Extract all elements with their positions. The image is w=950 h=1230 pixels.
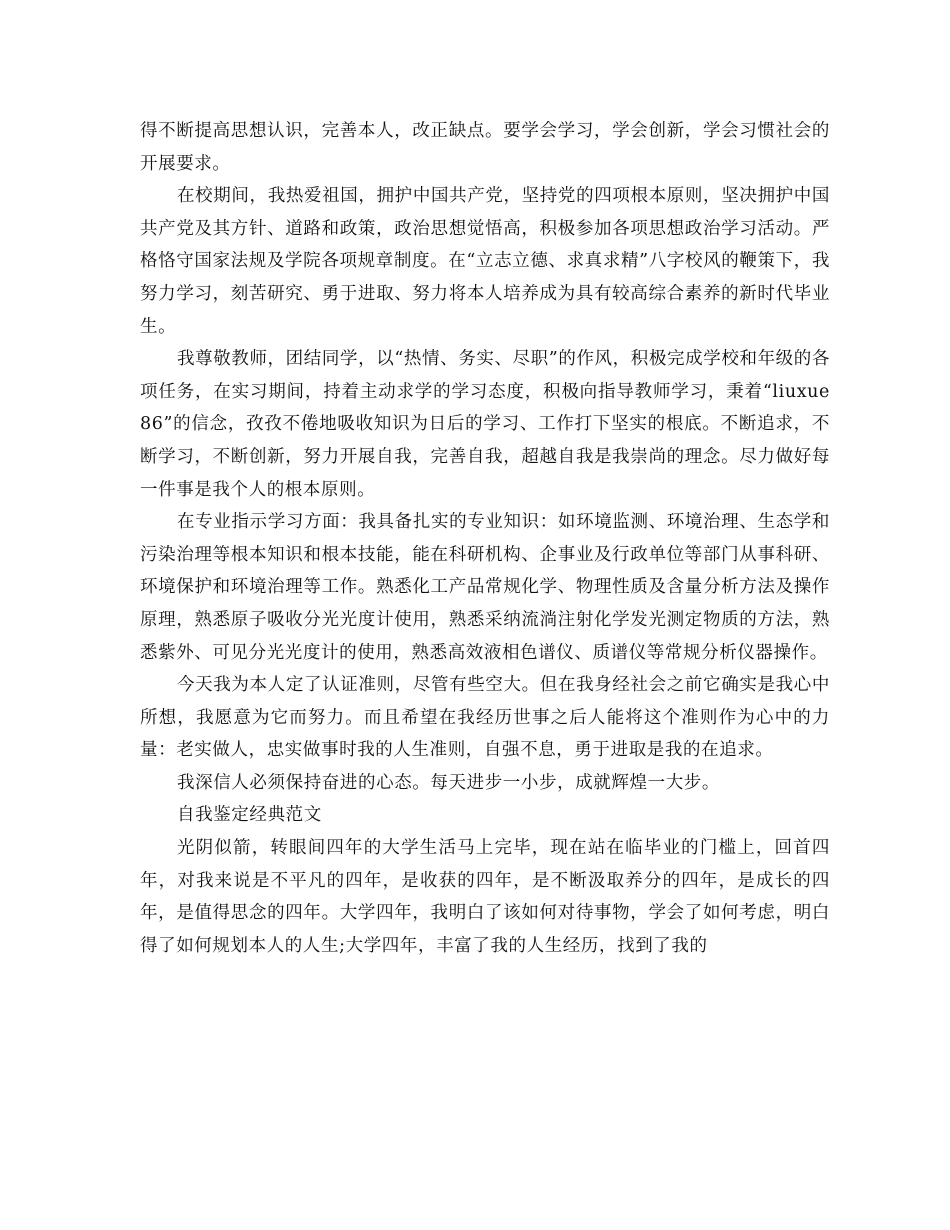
paragraph-teachers: 我尊敬教师，团结同学，以“热情、务实、尽职”的作风，积极完成学校和年级的各项任务，在实习期间，持着主动求学的学习态度，积极向指导教师学习，秉着“liuxue86”的信念，孜孜不倦地吸收知识为日后的学习、工作打下坚实的根底。不断追求，不断学习，不断创新，努力开展自我，完善自我，超越自我是我崇尚的理念。尽力做好每一件事是我个人的根本原则。 <box>140 349 830 500</box>
section-heading: 自我鉴定经典范文 <box>177 805 322 826</box>
paragraph-principles: 今天我为本人定了认证准则，尽管有些空大。但在我身经社会之前它确实是我心中所想，我愿意为它而努力。而且希望在我经历世事之后人能将这个准则作为心中的力量：老实做人，忠实做事时我的人生准则，自强不息，勇于进取是我的在追求。 <box>140 675 830 761</box>
paragraph-political: 在校期间，我热爱祖国，拥护中国共产党，坚持党的四项根本原则，坚决拥护中国共产党及其方针、道路和政策，政治思想觉悟高，积极参加各项思想政治学习活动。严格恪守国家法规及学院各项规章制度。在“立志立德、求真求精”八字校风的鞭策下，我努力学习，刻苦研究、勇于进取、努力将本人培养成为具有较高综合素养的新时代毕业生。 <box>140 186 830 337</box>
paragraph-continuation: 得不断提高思想认识，完善本人，改正缺点。要学会学习，学会创新，学会习惯社会的开展要求。 <box>140 121 830 174</box>
document-body <box>140 115 830 962</box>
paragraph-professional: 在专业指示学习方面：我具备扎实的专业知识：如环境监测、环境治理、生态学和污染治理等根本知识和根本技能，能在科研机构、企事业及行政单位等部门从事科研、环境保护和环境治理等工作。熟悉化工产品常规化学、物理性质及含量分析方法及操作原理，熟悉原子吸收分光光度计使用，熟悉采纳流淌注射化学发光测定物质的方法，熟悉紫外、可见分光光度计的使用，熟悉高效液相色谱仪、质谱仪等常规分析仪器操作。 <box>140 512 830 663</box>
paragraph-motto: 我深信人必须保持奋进的心态。每天进步一小步，成就辉煌一大步。 <box>177 772 720 793</box>
paragraph-reflection: 光阴似箭，转眼间四年的大学生活马上完毕，现在站在临毕业的门槛上，回首四年，对我来说是不平凡的四年，是收获的四年，是不断汲取养分的四年，是成长的四年，是值得思念的四年。大学四年，我明白了该如何对待事物，学会了如何考虑，明白得了如何规划本人的人生;大学四年，丰富了我的人生经历，找到了我的 <box>140 838 830 956</box>
